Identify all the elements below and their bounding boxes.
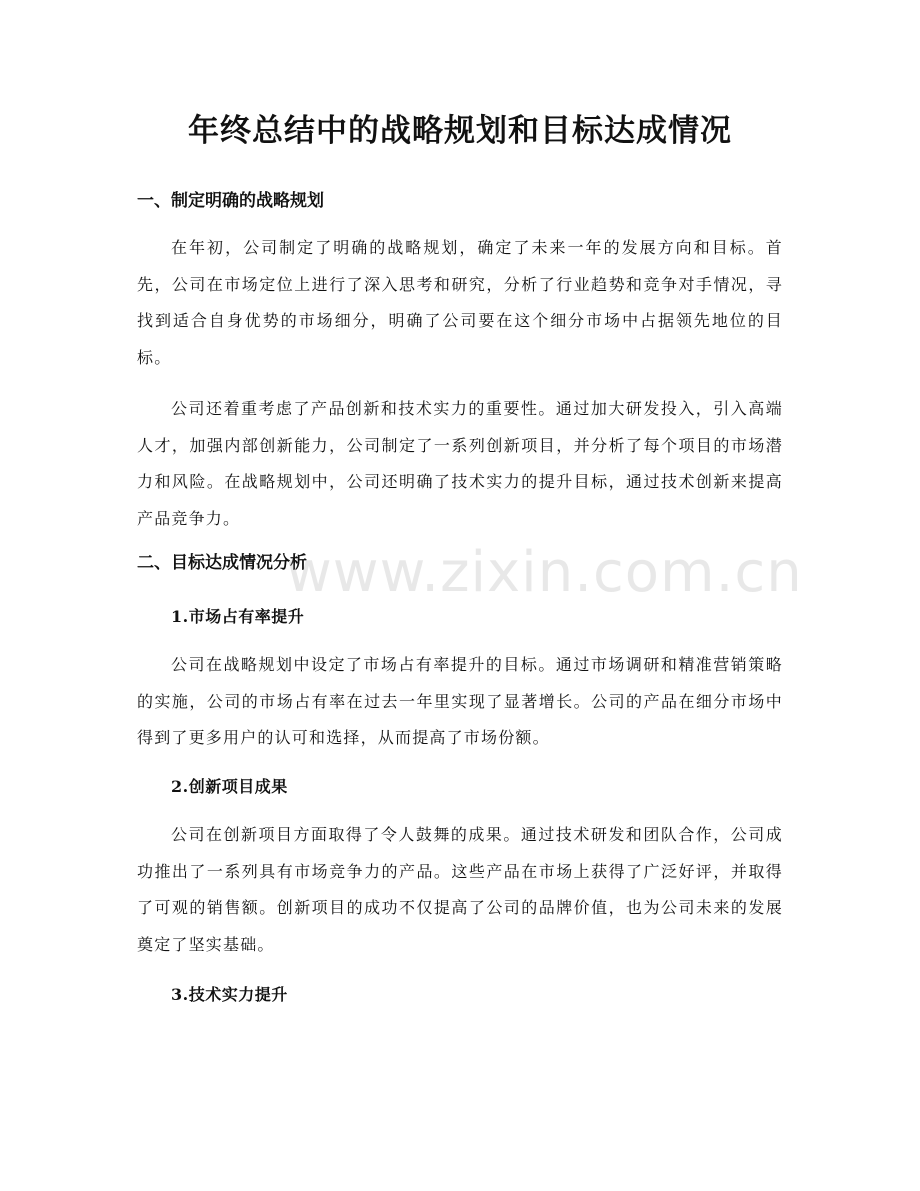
subheading-technology: 3.技术实力提升	[171, 985, 288, 1004]
paragraph-market-share: 公司在战略规划中设定了市场占有率提升的目标。通过市场调研和精准营销策略的实施，公司的市场占有率在过去一年里实现了显著增长。公司的产品在细分市场中得到了更多用户的认可和选择，从而提高了市场份额。	[137, 655, 783, 747]
paragraph-strategy-2: 公司还着重考虑了产品创新和技术实力的重要性。通过加大研发投入，引入高端人才，加强内部创新能力，公司制定了一系列创新项目，并分析了每个项目的市场潜力和风险。在战略规划中，公司还明确了技术实力的提升目标，通过技术创新来提高产品竞争力。	[137, 399, 783, 528]
subheading-market-share: 1.市场占有率提升	[171, 607, 305, 626]
document-title: 年终总结中的战略规划和目标达成情况	[188, 113, 732, 149]
paragraph-innovation: 公司在创新项目方面取得了令人鼓舞的成果。通过技术研发和团队合作，公司成功推出了一系列具有市场竞争力的产品。这些产品在市场上获得了广泛好评，并取得了可观的销售额。创新项目的成功不仅提高了公司的品牌价值，也为公司未来的发展奠定了坚实基础。	[137, 825, 783, 954]
subheading-innovation: 2.创新项目成果	[171, 777, 288, 796]
section-heading-strategy: 一、制定明确的战略规划	[137, 191, 324, 211]
section-heading-goals: 二、目标达成情况分析	[137, 553, 307, 573]
watermark: www.zixin.com.cn	[286, 540, 803, 605]
paragraph-strategy-1: 在年初，公司制定了明确的战略规划，确定了未来一年的发展方向和目标。首先，公司在市场定位上进行了深入思考和研究，分析了行业趋势和竞争对手情况，寻找到适合自身优势的市场细分，明确了公司要在这个细分市场中占据领先地位的目标。	[137, 238, 783, 367]
